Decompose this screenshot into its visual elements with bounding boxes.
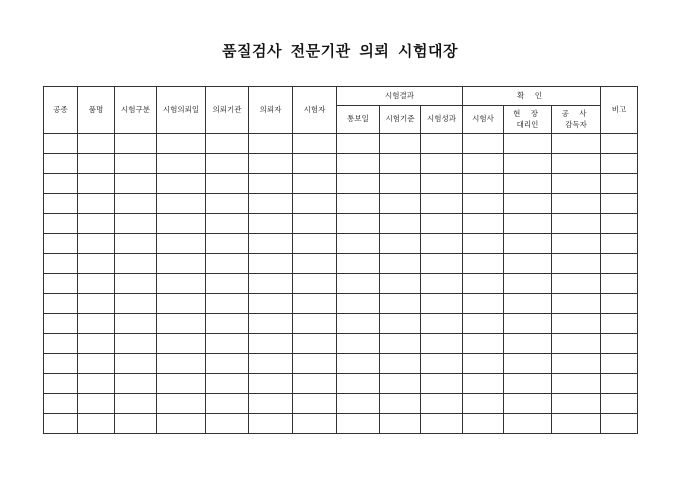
table-cell bbox=[601, 414, 638, 434]
table-cell bbox=[206, 294, 249, 314]
table-cell bbox=[380, 254, 421, 274]
table-row bbox=[44, 294, 638, 314]
table-cell bbox=[78, 254, 115, 274]
header-supervisor-line2: 감독자 bbox=[565, 119, 587, 129]
table-cell bbox=[601, 394, 638, 414]
table-cell bbox=[463, 334, 504, 354]
table-cell bbox=[293, 274, 337, 294]
table-cell bbox=[463, 214, 504, 234]
table-cell bbox=[504, 414, 552, 434]
table-cell bbox=[504, 214, 552, 234]
table-cell bbox=[463, 294, 504, 314]
table-cell bbox=[115, 194, 157, 214]
table-cell bbox=[78, 194, 115, 214]
table-cell bbox=[380, 374, 421, 394]
table-cell bbox=[337, 254, 380, 274]
table-cell bbox=[380, 414, 421, 434]
table-row bbox=[44, 394, 638, 414]
table-cell bbox=[601, 314, 638, 334]
table-cell bbox=[44, 314, 78, 334]
table-cell bbox=[249, 334, 293, 354]
table-cell bbox=[380, 174, 421, 194]
table-cell bbox=[249, 214, 293, 234]
table-row bbox=[44, 254, 638, 274]
header-group-test-result: 시험결과 bbox=[337, 87, 463, 106]
table-cell bbox=[380, 294, 421, 314]
table-cell bbox=[421, 374, 463, 394]
table-cell bbox=[552, 394, 601, 414]
table-cell bbox=[337, 174, 380, 194]
table-cell bbox=[157, 254, 206, 274]
table-cell bbox=[380, 134, 421, 154]
table-cell bbox=[463, 354, 504, 374]
table-cell bbox=[601, 294, 638, 314]
table-cell bbox=[463, 314, 504, 334]
table-cell bbox=[206, 334, 249, 354]
table-cell bbox=[206, 274, 249, 294]
table-cell bbox=[293, 254, 337, 274]
table-cell bbox=[249, 254, 293, 274]
table-cell bbox=[115, 354, 157, 374]
table-cell bbox=[293, 314, 337, 334]
table-cell bbox=[463, 374, 504, 394]
table-cell bbox=[249, 414, 293, 434]
table-cell bbox=[380, 274, 421, 294]
header-test-outcome: 시험성과 bbox=[421, 106, 463, 134]
table-cell bbox=[44, 254, 78, 274]
table-cell bbox=[249, 314, 293, 334]
table-cell bbox=[115, 394, 157, 414]
table-cell bbox=[504, 254, 552, 274]
table-cell bbox=[380, 394, 421, 414]
table-cell bbox=[249, 294, 293, 314]
table-cell bbox=[293, 354, 337, 374]
table-cell bbox=[552, 334, 601, 354]
table-cell bbox=[337, 374, 380, 394]
table-row bbox=[44, 414, 638, 434]
table-cell bbox=[552, 214, 601, 234]
table-cell bbox=[552, 194, 601, 214]
table-cell bbox=[421, 274, 463, 294]
table-cell bbox=[157, 194, 206, 214]
table-cell bbox=[78, 414, 115, 434]
header-site-agent bbox=[504, 106, 552, 134]
table-cell bbox=[157, 274, 206, 294]
table-cell bbox=[337, 134, 380, 154]
table-cell bbox=[380, 214, 421, 234]
table-cell bbox=[206, 154, 249, 174]
table-cell bbox=[293, 134, 337, 154]
table-cell bbox=[115, 234, 157, 254]
table-cell bbox=[504, 154, 552, 174]
table-cell bbox=[115, 294, 157, 314]
table-row bbox=[44, 174, 638, 194]
table-cell bbox=[206, 374, 249, 394]
table-cell bbox=[293, 334, 337, 354]
table-cell bbox=[421, 314, 463, 334]
table-cell bbox=[115, 334, 157, 354]
table-cell bbox=[601, 254, 638, 274]
table-cell bbox=[157, 374, 206, 394]
table-cell bbox=[380, 314, 421, 334]
table-cell bbox=[157, 394, 206, 414]
table-cell bbox=[44, 274, 78, 294]
header-remarks: 비고 bbox=[601, 87, 638, 134]
table-cell bbox=[78, 134, 115, 154]
table-cell bbox=[601, 194, 638, 214]
table-cell bbox=[293, 394, 337, 414]
table-cell bbox=[115, 374, 157, 394]
table-cell bbox=[601, 234, 638, 254]
table-cell bbox=[115, 174, 157, 194]
table-cell bbox=[337, 394, 380, 414]
table-cell bbox=[206, 414, 249, 434]
table-cell bbox=[78, 334, 115, 354]
table-cell bbox=[157, 234, 206, 254]
table-cell bbox=[44, 234, 78, 254]
table-cell bbox=[601, 134, 638, 154]
header-supervisor-line1: 공 사 bbox=[561, 109, 591, 119]
table-row bbox=[44, 154, 638, 174]
table-cell bbox=[44, 194, 78, 214]
table-cell bbox=[504, 174, 552, 194]
table-cell bbox=[552, 374, 601, 394]
header-request-date: 시험의뢰일 bbox=[157, 87, 206, 134]
table-cell bbox=[504, 374, 552, 394]
table-cell bbox=[78, 374, 115, 394]
table-cell bbox=[463, 394, 504, 414]
table-cell bbox=[44, 294, 78, 314]
table-cell bbox=[504, 274, 552, 294]
table-cell bbox=[337, 214, 380, 234]
header-test-standard: 시험기준 bbox=[380, 106, 421, 134]
table-cell bbox=[504, 194, 552, 214]
table-cell bbox=[601, 274, 638, 294]
table-cell bbox=[115, 274, 157, 294]
table-row bbox=[44, 334, 638, 354]
table-cell bbox=[601, 374, 638, 394]
table-cell bbox=[380, 154, 421, 174]
table-cell bbox=[293, 374, 337, 394]
table-cell bbox=[115, 134, 157, 154]
header-test-engineer: 시험사 bbox=[463, 106, 504, 134]
table-cell bbox=[293, 194, 337, 214]
header-tester: 시험자 bbox=[293, 87, 337, 134]
table-cell bbox=[293, 294, 337, 314]
table-cell bbox=[552, 414, 601, 434]
table-cell bbox=[157, 334, 206, 354]
table-cell bbox=[157, 174, 206, 194]
table-cell bbox=[552, 134, 601, 154]
table-cell bbox=[293, 414, 337, 434]
table-cell bbox=[78, 394, 115, 414]
table-cell bbox=[249, 374, 293, 394]
table-cell bbox=[337, 234, 380, 254]
table-cell bbox=[44, 334, 78, 354]
table-cell bbox=[601, 174, 638, 194]
table-cell bbox=[601, 354, 638, 374]
table-cell bbox=[421, 354, 463, 374]
table-cell bbox=[337, 194, 380, 214]
table-cell bbox=[44, 354, 78, 374]
table-cell bbox=[337, 354, 380, 374]
table-cell bbox=[601, 334, 638, 354]
table-cell bbox=[337, 334, 380, 354]
table-cell bbox=[337, 294, 380, 314]
header-test-category: 시험구분 bbox=[115, 87, 157, 134]
table-cell bbox=[380, 234, 421, 254]
table-cell bbox=[552, 354, 601, 374]
table-cell bbox=[157, 134, 206, 154]
table-cell bbox=[78, 294, 115, 314]
table-cell bbox=[380, 194, 421, 214]
table-cell bbox=[157, 154, 206, 174]
header-requesting-agency: 의뢰기관 bbox=[206, 87, 249, 134]
table-cell bbox=[44, 214, 78, 234]
table-cell bbox=[421, 394, 463, 414]
table-cell bbox=[44, 414, 78, 434]
table-cell bbox=[44, 134, 78, 154]
table-cell bbox=[44, 154, 78, 174]
table-cell bbox=[421, 134, 463, 154]
header-work-type: 공종 bbox=[44, 87, 78, 134]
table-cell bbox=[421, 194, 463, 214]
table-cell bbox=[78, 154, 115, 174]
table-cell bbox=[206, 354, 249, 374]
table-cell bbox=[206, 314, 249, 334]
table-cell bbox=[463, 274, 504, 294]
table-cell bbox=[337, 274, 380, 294]
header-site-agent-line2: 대리인 bbox=[516, 119, 539, 129]
table-cell bbox=[552, 274, 601, 294]
table-cell bbox=[552, 154, 601, 174]
table-cell bbox=[337, 414, 380, 434]
table-cell bbox=[421, 334, 463, 354]
table-cell bbox=[421, 414, 463, 434]
table-cell bbox=[44, 394, 78, 414]
table-row bbox=[44, 354, 638, 374]
table-cell bbox=[206, 234, 249, 254]
table-row bbox=[44, 214, 638, 234]
table-cell bbox=[421, 214, 463, 234]
table-cell bbox=[337, 314, 380, 334]
table-cell bbox=[78, 354, 115, 374]
header-row-1 bbox=[44, 87, 638, 106]
table-cell bbox=[380, 354, 421, 374]
table-cell bbox=[115, 154, 157, 174]
table-cell bbox=[552, 314, 601, 334]
page-title: 품질검사 전문기관 의뢰 시험대장 bbox=[221, 42, 459, 60]
table-cell bbox=[504, 354, 552, 374]
table-cell bbox=[504, 294, 552, 314]
table-cell bbox=[463, 134, 504, 154]
table-cell bbox=[249, 354, 293, 374]
table-cell bbox=[552, 174, 601, 194]
table-cell bbox=[337, 154, 380, 174]
table-cell bbox=[421, 154, 463, 174]
table-cell bbox=[601, 154, 638, 174]
header-requester: 의뢰자 bbox=[249, 87, 293, 134]
table-row bbox=[44, 314, 638, 334]
table-cell bbox=[421, 254, 463, 274]
header-item-name: 품명 bbox=[78, 87, 115, 134]
table-cell bbox=[78, 314, 115, 334]
table-cell bbox=[157, 314, 206, 334]
table-cell bbox=[293, 174, 337, 194]
table-cell bbox=[463, 234, 504, 254]
table-cell bbox=[157, 294, 206, 314]
table-cell bbox=[249, 194, 293, 214]
table-cell bbox=[463, 194, 504, 214]
table-cell bbox=[249, 274, 293, 294]
table-cell bbox=[504, 394, 552, 414]
table-cell bbox=[463, 154, 504, 174]
table-cell bbox=[115, 314, 157, 334]
table-cell bbox=[601, 214, 638, 234]
table-cell bbox=[421, 174, 463, 194]
test-ledger-table bbox=[43, 86, 638, 434]
table-cell bbox=[249, 394, 293, 414]
table-cell bbox=[504, 314, 552, 334]
table-cell bbox=[206, 214, 249, 234]
table-cell bbox=[206, 134, 249, 154]
table-cell bbox=[504, 334, 552, 354]
table-cell bbox=[115, 254, 157, 274]
table-cell bbox=[115, 414, 157, 434]
table-cell bbox=[78, 174, 115, 194]
table-cell bbox=[504, 134, 552, 154]
header-group-confirmation: 확 인 bbox=[463, 87, 601, 106]
table-cell bbox=[206, 254, 249, 274]
table-cell bbox=[463, 254, 504, 274]
table-cell bbox=[44, 374, 78, 394]
table-cell bbox=[157, 354, 206, 374]
table-cell bbox=[249, 234, 293, 254]
table-cell bbox=[293, 154, 337, 174]
table-cell bbox=[463, 174, 504, 194]
table-cell bbox=[157, 414, 206, 434]
table-cell bbox=[206, 194, 249, 214]
table-cell bbox=[249, 134, 293, 154]
table-cell bbox=[293, 214, 337, 234]
table-cell bbox=[249, 174, 293, 194]
ledger-body bbox=[44, 134, 638, 434]
table-cell bbox=[421, 294, 463, 314]
table-cell bbox=[552, 294, 601, 314]
table-cell bbox=[552, 254, 601, 274]
table-row bbox=[44, 374, 638, 394]
table-cell bbox=[78, 274, 115, 294]
table-cell bbox=[206, 394, 249, 414]
table-cell bbox=[380, 334, 421, 354]
table-cell bbox=[293, 234, 337, 254]
table-cell bbox=[115, 214, 157, 234]
header-construction-supervisor bbox=[552, 106, 601, 134]
table-cell bbox=[44, 174, 78, 194]
table-row bbox=[44, 194, 638, 214]
table-cell bbox=[504, 234, 552, 254]
table-cell bbox=[157, 214, 206, 234]
table-row bbox=[44, 234, 638, 254]
table-row bbox=[44, 274, 638, 294]
table-cell bbox=[249, 154, 293, 174]
table-cell bbox=[463, 414, 504, 434]
table-cell bbox=[78, 214, 115, 234]
header-site-agent-line1: 현 장 bbox=[513, 109, 542, 119]
table-row bbox=[44, 134, 638, 154]
header-notification-date: 통보일 bbox=[337, 106, 380, 134]
table-cell bbox=[421, 234, 463, 254]
table-cell bbox=[206, 174, 249, 194]
table-cell bbox=[78, 234, 115, 254]
table-cell bbox=[552, 234, 601, 254]
